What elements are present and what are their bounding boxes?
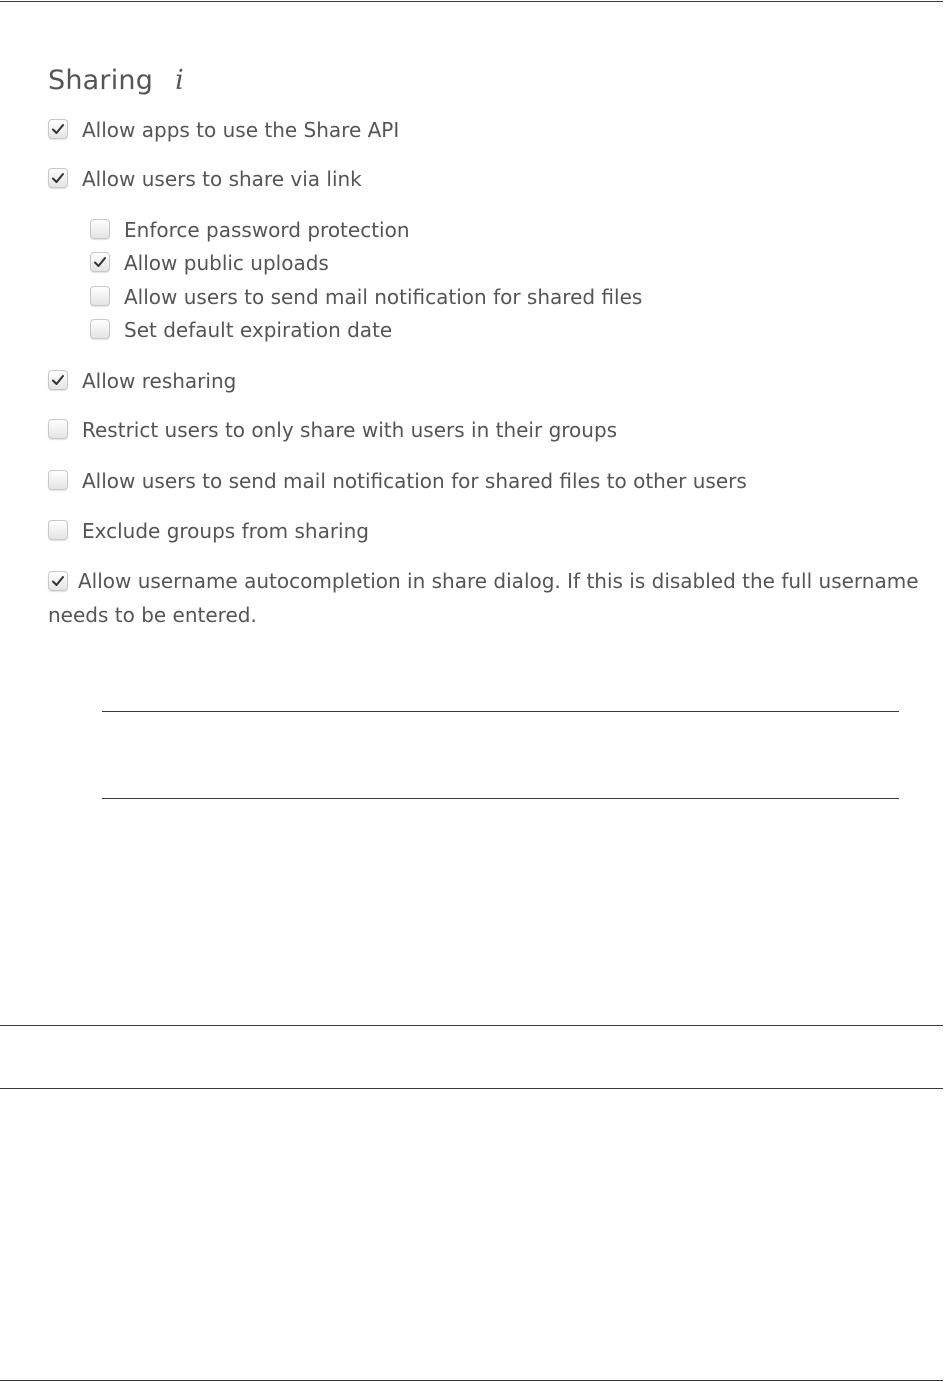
option-label: Enforce password protection	[124, 218, 410, 242]
checkbox-mail-other-users[interactable]	[48, 470, 68, 490]
option-share-via-link[interactable]	[48, 162, 362, 196]
checkmark-icon	[51, 171, 65, 185]
checkbox-resharing[interactable]	[48, 370, 68, 390]
checkmark-icon	[51, 122, 65, 136]
option-mail-other-users[interactable]	[48, 464, 747, 498]
top-border	[0, 1, 943, 2]
option-label: Allow public uploads	[124, 251, 329, 275]
option-username-autocompletion[interactable]	[48, 564, 938, 632]
divider-full-2	[0, 1088, 943, 1089]
checkmark-icon	[93, 255, 107, 269]
option-label: Allow users to send mail notification for shared files to other users	[82, 469, 747, 493]
checkbox-link-mail-notification[interactable]	[90, 286, 110, 306]
checkbox-share-via-link[interactable]	[48, 168, 68, 188]
section-title: Sharing	[48, 64, 154, 96]
checkbox-username-autocompletion[interactable]	[48, 571, 68, 591]
checkbox-public-uploads[interactable]	[90, 252, 110, 272]
divider-inner-bottom	[102, 798, 899, 799]
option-share-api[interactable]	[48, 113, 399, 147]
option-restrict-groups[interactable]	[48, 413, 617, 447]
checkbox-restrict-groups[interactable]	[48, 419, 68, 439]
divider-full-1	[0, 1025, 943, 1026]
divider-inner-top	[102, 711, 899, 712]
checkbox-default-expiration[interactable]	[90, 319, 110, 339]
option-resharing[interactable]	[48, 364, 236, 398]
sharing-header	[48, 60, 184, 100]
option-label: Allow resharing	[82, 369, 237, 393]
option-label: Allow users to send mail notification for shared files	[124, 285, 643, 309]
option-label: Allow username autocompletion in share dialog. If this is disabled the full username needs to be entered.	[48, 569, 919, 627]
checkmark-icon	[51, 373, 65, 387]
info-icon[interactable]: i	[175, 64, 184, 96]
checkbox-exclude-groups[interactable]	[48, 520, 68, 540]
checkbox-enforce-password[interactable]	[90, 219, 110, 239]
option-label: Allow users to share via link	[82, 167, 362, 191]
bottom-border	[0, 1380, 943, 1381]
option-public-uploads[interactable]	[90, 246, 329, 280]
option-enforce-password[interactable]	[90, 213, 410, 247]
option-link-mail-notification[interactable]	[90, 280, 642, 314]
option-exclude-groups[interactable]	[48, 514, 369, 548]
option-label: Set default expiration date	[124, 318, 393, 342]
option-label: Restrict users to only share with users in their groups	[82, 418, 618, 442]
option-label: Allow apps to use the Share API	[82, 118, 400, 142]
option-label: Exclude groups from sharing	[82, 519, 369, 543]
checkmark-icon	[51, 574, 65, 588]
checkbox-share-api[interactable]	[48, 119, 68, 139]
option-default-expiration[interactable]	[90, 313, 392, 347]
